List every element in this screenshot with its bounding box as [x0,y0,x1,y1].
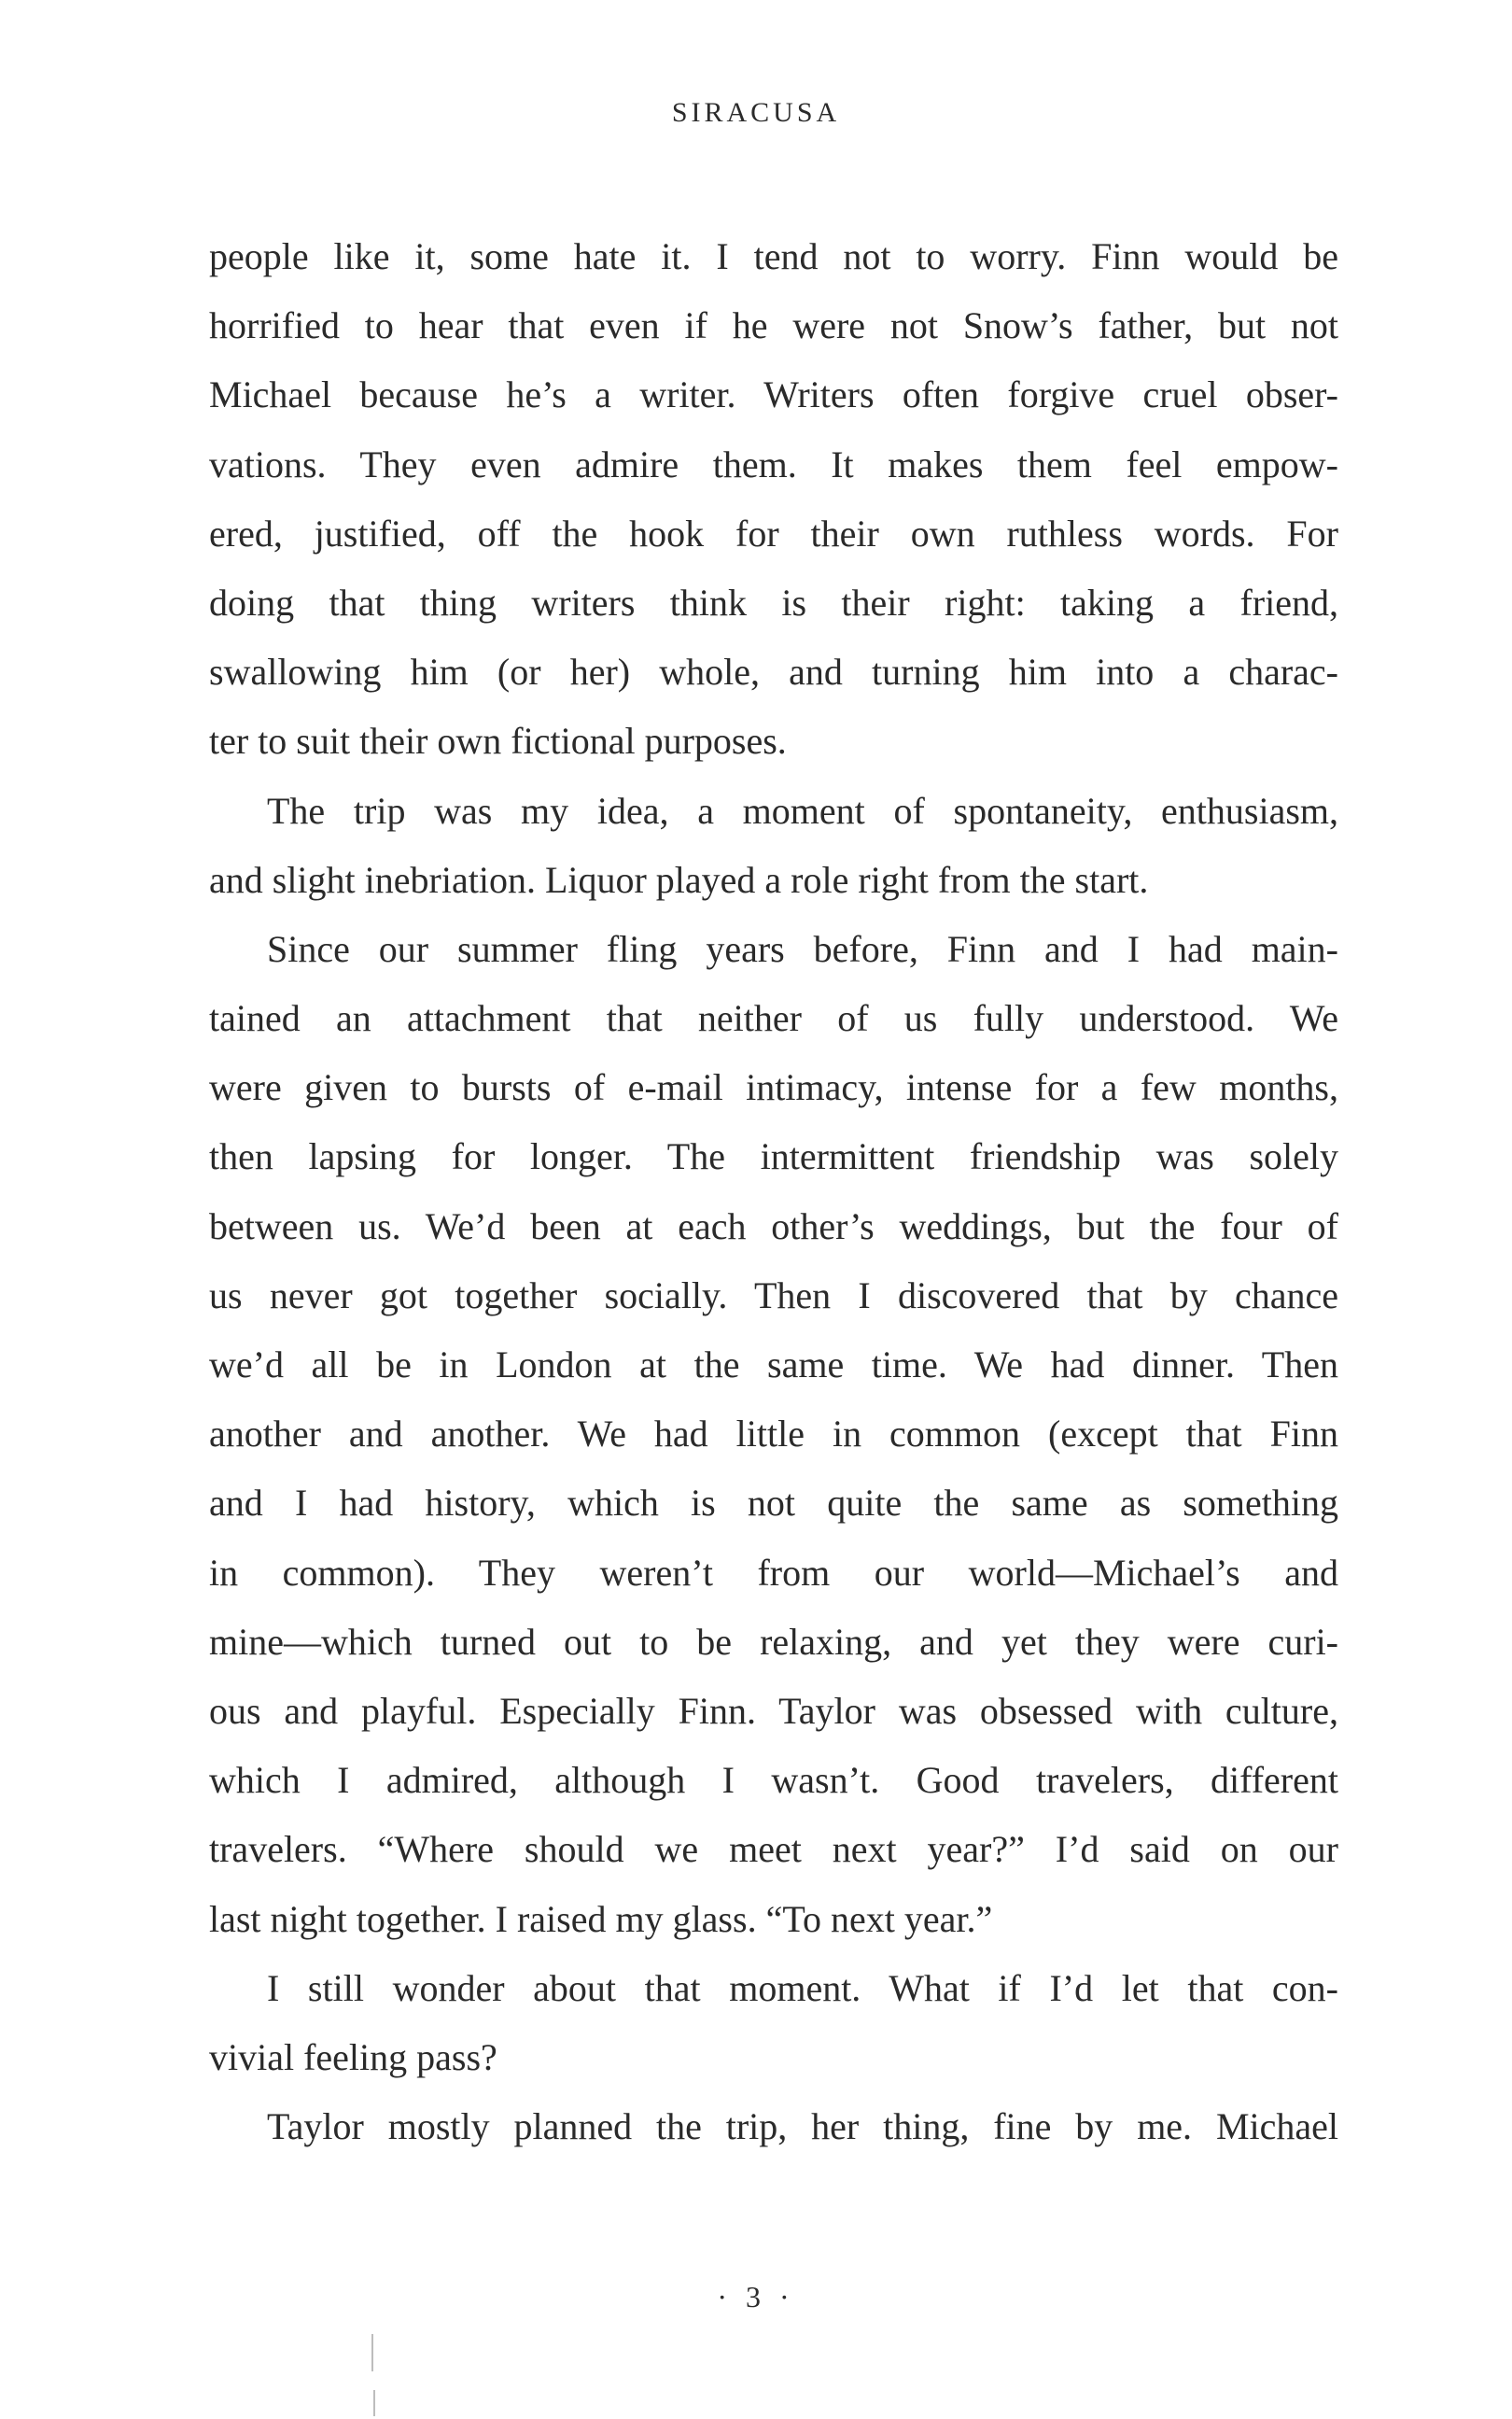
text-line: us never got together socially. Then I discovered that by chance [209,1273,1338,1316]
scan-artifact [373,2390,375,2416]
text-line: Michael because he’s a writer. Writers often forgive cruel obser- [209,373,1338,416]
text-line: we’d all be in London at the same time. We had dinner. Then [209,1343,1338,1385]
text-line: which I admired, although I wasn’t. Good travelers, different [209,1759,1338,1802]
scan-artifact [371,2334,373,2371]
text-line: last night together. I raised my glass. “To next year.” [209,1897,993,1940]
running-head: SIRACUSA [671,97,841,128]
text-line: were given to bursts of e-mail intimacy, intense for a few months, [209,1066,1338,1109]
body-text [209,222,1338,2161]
text-line: between us. We’d been at each other’s weddings, but the four of [209,1204,1338,1247]
text-line: in common). They weren’t from our world—Michael’s and [209,1551,1338,1594]
text-line: people like it, some hate it. I tend not to worry. Finn would be [209,235,1338,277]
text-line: another and another. We had little in common (except that Finn [209,1413,1338,1456]
text-line: horrified to hear that even if he were not Snow’s father, but not [209,304,1338,347]
text-line: The trip was my idea, a moment of spontaneity, enthusiasm, [267,789,1338,832]
text-line: vivial feeling pass? [209,2035,497,2078]
text-line: doing that thing writers think is their right: taking a friend, [209,581,1338,624]
text-line: tained an attachment that neither of us fully understood. We [209,997,1338,1040]
text-line: and I had history, which is not quite the same as something [209,1482,1338,1525]
text-line: Since our summer fling years before, Finn and I had main- [267,927,1338,970]
text-line: and slight inebriation. Liquor played a role right from the start. [209,858,1149,901]
text-line: swallowing him (or her) whole, and turning him into a charac- [209,651,1338,694]
page-number: · 3 · [717,2280,795,2314]
text-line: I still wonder about that moment. What if I’d let that con- [267,1966,1338,2009]
text-line: mine—which turned out to be relaxing, and yet they were curi- [209,1620,1338,1663]
text-line: ter to suit their own fictional purposes. [209,720,787,763]
text-line: ered, justified, off the hook for their own ruthless words. For [209,512,1338,555]
text-line: ous and playful. Especially Finn. Taylor was obsessed with culture, [209,1689,1338,1732]
text-line: Taylor mostly planned the trip, her thing, fine by me. Michael [267,2105,1338,2148]
text-line: vations. They even admire them. It makes them feel empow- [209,443,1338,485]
text-line: travelers. “Where should we meet next year?” I’d said on our [209,1828,1338,1871]
text-line: then lapsing for longer. The intermittent friendship was solely [209,1135,1338,1178]
